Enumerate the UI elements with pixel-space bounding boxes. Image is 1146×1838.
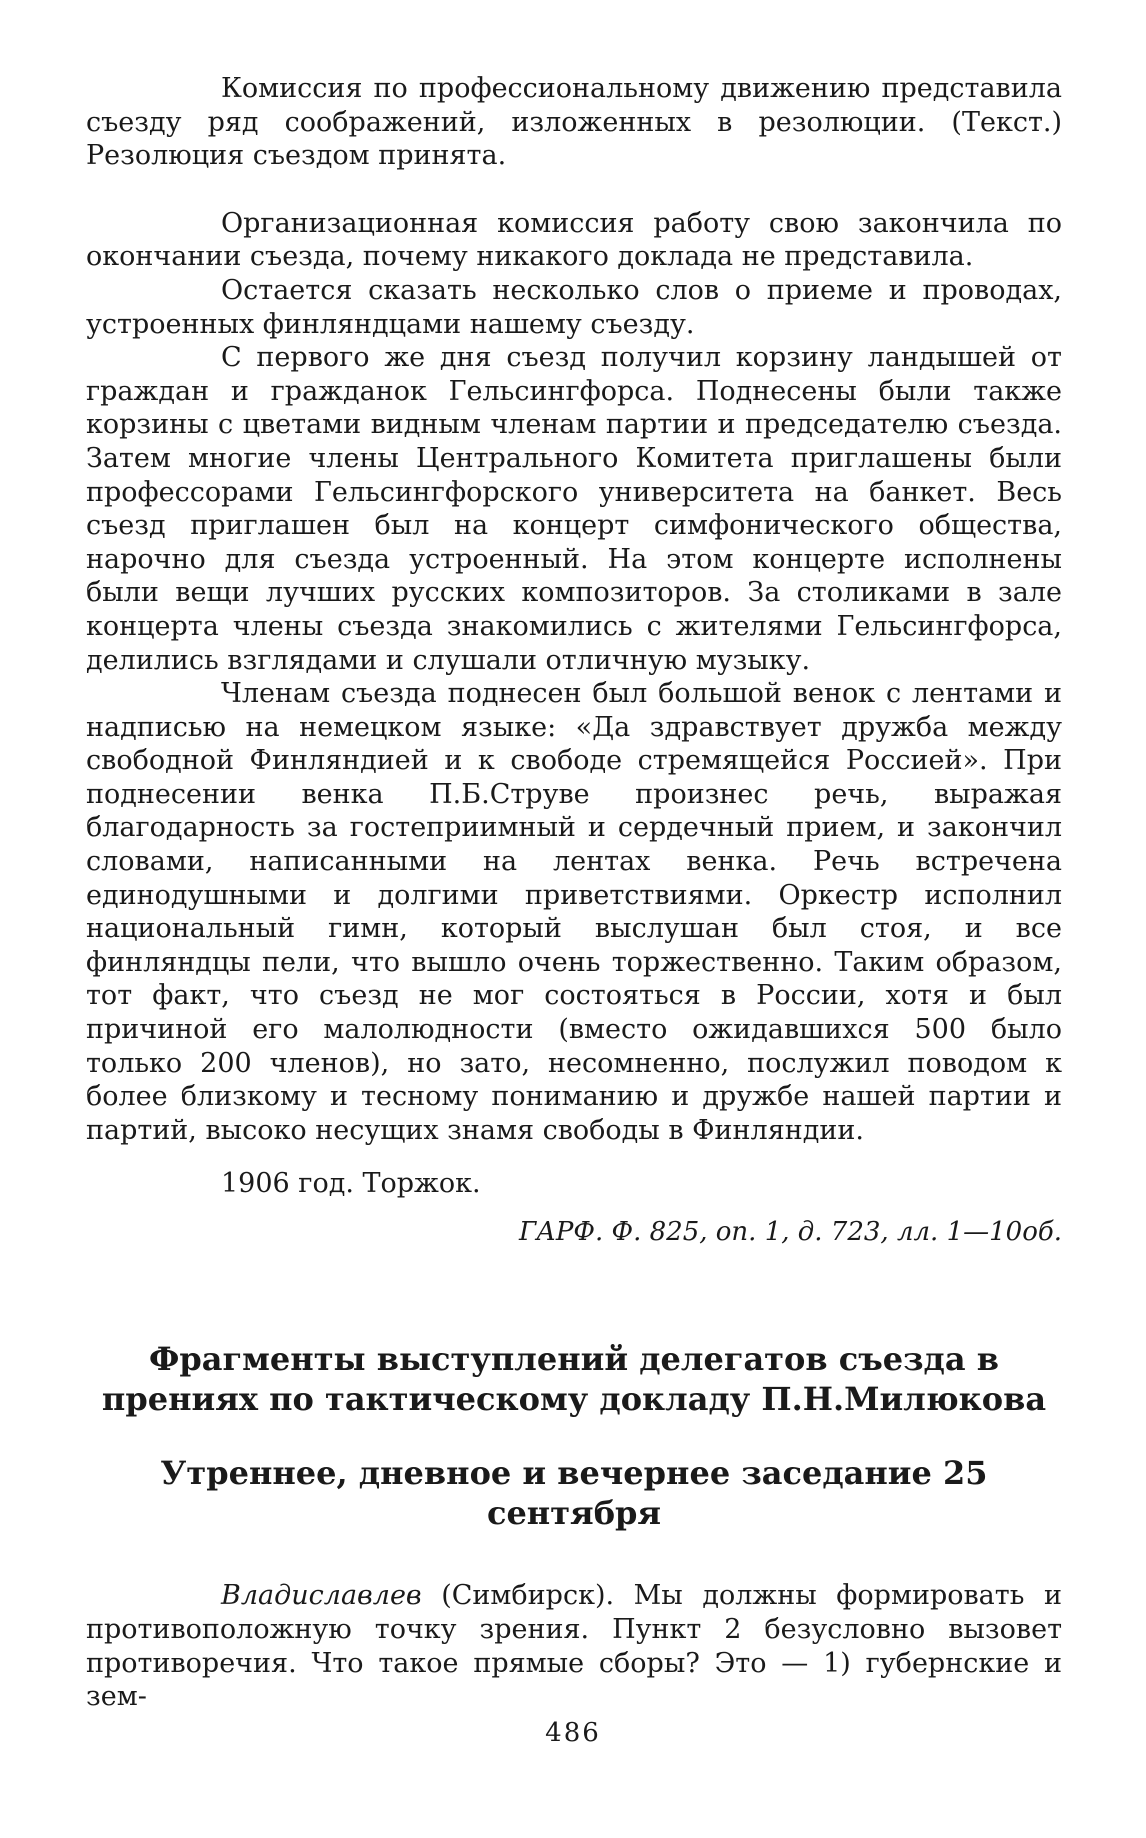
place-date-line: 1906 год. Торжок.	[221, 1168, 481, 1200]
section-title: Фрагменты выступлений делегатов съезда в прениях по тактическому докладу П.Н.Милюкова	[101, 1340, 1047, 1419]
paragraph-professional-commission: Комиссия по профессиональному движению представила съезду ряд соображений, изложенных в резолюции. (Текст.) Резолюция съездом принята.	[86, 73, 1062, 172]
paragraph-wreath: Членам съезда поднесен был большой венок с лентами и надписью на немецком языке: «Да здравствует дружба между свободной Финляндией и к свободе стремящейся Россией». При поднесении венка П.Б.Струве произнес речь, выражая благодарность за гостеприимный и сердечный прием, и закончил словами, написанными на лентах венка. Речь встречена единодушными и долгими приветствиями. Оркестр исполнил национальный гимн, который выслушан был стоя, и все финляндцы пели, что вышло очень торжественно. Таким образом, тот факт, что съезд не мог состояться в России, хотя и был причиной его малолюдности (вместо ожидавшихся 500 было только 200 членов), но зато, несомненно, послужил поводом к более близкому и тесному пониманию и дружбе нашей партии и партий, высоко несущих знамя свободы в Финляндии.	[86, 678, 1062, 1146]
speaker-name: Владиславлев	[221, 1580, 422, 1612]
speech-paragraph	[86, 1579, 1062, 1713]
page-number: 486	[545, 1718, 601, 1748]
archive-source-reference: ГАРФ. Ф. 825, оп. 1, д. 723, лл. 1—10об.	[519, 1217, 1062, 1248]
paragraph-reception-intro: Остается сказать несколько слов о приеме и проводах, устроенных финляндцами нашему съезду.	[86, 274, 1062, 340]
session-subtitle: Утреннее, дневное и вечернее заседание 25 сентября	[160, 1454, 988, 1533]
paragraph-organizational-commission: Организационная комиссия работу свою закончила по окончании съезда, почему никакого доклада не представила.	[86, 207, 1062, 273]
speech-text: (Симбирск). Мы должны формировать и противоположную точку зрения. Пункт 2 безусловно вызовет противоречия. Что такое прямые сборы? Это — 1) губернские и зем-	[86, 1580, 1062, 1713]
paragraph-first-day: С первого же дня съезд получил корзину ландышей от граждан и гражданок Гельсингфорса. Поднесены были также корзины с цветами видным членам партии и председателю съезда. Затем многие члены Центрального Комитета приглашены были профессорами Гельсингфорского университета на банкет. Весь съезд приглашен был на концерт симфонического общества, нарочно для съезда устроенный. На этом концерте исполнены были вещи лучших русских композиторов. За столиками в зале концерта члены съезда знакомились с жителями Гельсингфорса, делились взглядами и слушали отличную музыку.	[86, 342, 1062, 676]
